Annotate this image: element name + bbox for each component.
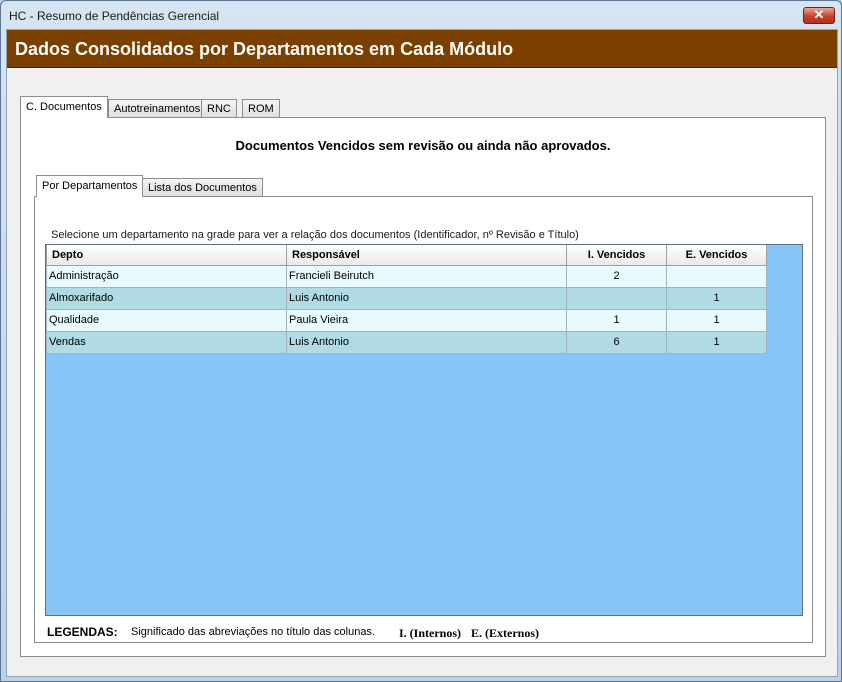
cell-e-vencidos[interactable]: 1 bbox=[667, 331, 767, 353]
cell-depto[interactable]: Vendas bbox=[47, 331, 287, 353]
legend-text: Significado das abreviações no título das colunas. bbox=[131, 626, 375, 638]
cell-responsavel[interactable]: Francieli Beirutch bbox=[287, 265, 567, 287]
por-departamentos-panel bbox=[34, 196, 813, 643]
tab-label: Por Departamentos bbox=[42, 180, 138, 192]
section-title: Documentos Vencidos sem revisão ou ainda não aprovados. bbox=[235, 138, 611, 153]
tab-autotreinamentos[interactable] bbox=[108, 99, 206, 119]
legend-externos: E. (Externos) bbox=[471, 626, 539, 640]
header-banner bbox=[7, 30, 837, 68]
table-row[interactable] bbox=[47, 309, 767, 331]
table-row[interactable] bbox=[47, 287, 767, 309]
tab-rom[interactable] bbox=[242, 99, 280, 119]
window-title: HC - Resumo de Pendências Gerencial bbox=[9, 9, 220, 23]
cell-responsavel[interactable]: Luis Antonio bbox=[287, 331, 567, 353]
instructions-text: Selecione um departamento na grade para ver a relação dos documentos (Identificador, nº Revisão e Título) bbox=[51, 229, 579, 241]
tab-label: Lista dos Documentos bbox=[148, 182, 257, 194]
legend-internos: I. (Internos) bbox=[399, 626, 461, 640]
tab-label: Autotreinamentos bbox=[114, 103, 201, 115]
cell-responsavel[interactable]: Luis Antonio bbox=[287, 287, 567, 309]
cell-depto[interactable]: Almoxarifado bbox=[47, 287, 287, 309]
cell-i-vencidos[interactable]: 6 bbox=[567, 331, 667, 353]
c-documentos-panel bbox=[20, 117, 826, 657]
cell-responsavel[interactable]: Paula Vieira bbox=[287, 309, 567, 331]
close-icon: ✕ bbox=[813, 7, 825, 22]
header-title: Dados Consolidados por Departamentos em Cada Módulo bbox=[15, 39, 514, 59]
tab-label: C. Documentos bbox=[26, 101, 102, 113]
column-header-i-vencidos[interactable]: I. Vencidos bbox=[567, 245, 667, 265]
column-header-e-vencidos[interactable]: E. Vencidos bbox=[667, 245, 767, 265]
tab-por-departamentos[interactable] bbox=[36, 175, 143, 197]
table-row[interactable] bbox=[47, 331, 767, 353]
tab-c-documentos[interactable] bbox=[20, 96, 108, 118]
client-area bbox=[6, 29, 838, 677]
title-bar[interactable] bbox=[1, 1, 841, 29]
tab-label: ROM bbox=[248, 103, 274, 115]
tab-label: RNC bbox=[207, 103, 231, 115]
column-header-depto[interactable]: Depto bbox=[47, 245, 287, 265]
departments-table bbox=[46, 245, 767, 354]
close-button[interactable] bbox=[803, 7, 835, 24]
cell-i-vencidos[interactable] bbox=[567, 287, 667, 309]
header-row bbox=[47, 245, 767, 265]
cell-e-vencidos[interactable]: 1 bbox=[667, 309, 767, 331]
table-row[interactable] bbox=[47, 265, 767, 287]
cell-i-vencidos[interactable]: 1 bbox=[567, 309, 667, 331]
cell-depto[interactable]: Qualidade bbox=[47, 309, 287, 331]
legend-title: LEGENDAS: bbox=[47, 625, 118, 639]
tab-rnc[interactable] bbox=[201, 99, 237, 119]
cell-e-vencidos[interactable] bbox=[667, 265, 767, 287]
tab-lista-dos-documentos[interactable] bbox=[142, 178, 263, 198]
cell-depto[interactable]: Administração bbox=[47, 265, 287, 287]
departments-grid[interactable] bbox=[45, 244, 803, 616]
cell-i-vencidos[interactable]: 2 bbox=[567, 265, 667, 287]
cell-e-vencidos[interactable]: 1 bbox=[667, 287, 767, 309]
column-header-responsavel[interactable]: Responsável bbox=[287, 245, 567, 265]
